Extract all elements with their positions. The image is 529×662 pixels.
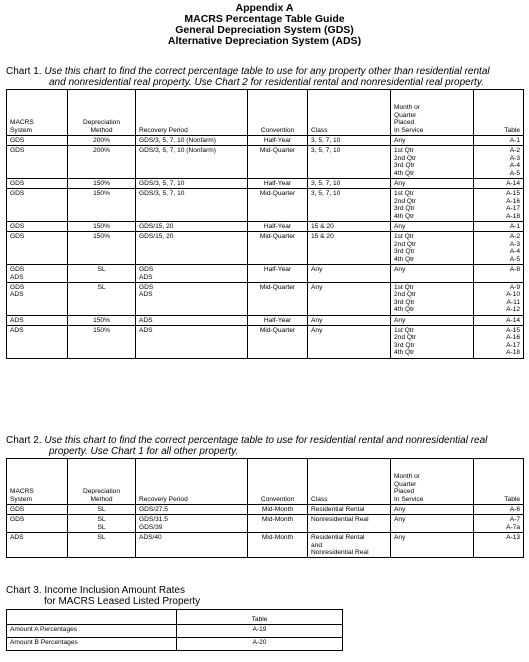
cell-system: GDS [7,189,68,222]
cell-system: GDS [7,515,68,533]
table-row [7,515,524,533]
cell-convention: Mid-Month [248,515,308,533]
cell-month: Any [391,315,474,325]
cell-class: Nonresidential Real [308,515,391,533]
chart3-row-label: Amount A Percentages [7,625,177,638]
chart1-number: Chart 1. [6,66,42,77]
cell-class: Any [308,265,391,283]
cell-table: A-9 A-10 A-11 A-12 [474,282,524,315]
cell-table: A-15 A-16 A-17 A-18 [474,325,524,358]
chart2-table [6,458,524,558]
cell-system: GDS [7,232,68,265]
title-line-1: Appendix A [235,2,294,14]
cell-system: GDS ADS [7,282,68,315]
cell-method: 150% [68,179,136,189]
cell-table: A-14 [474,179,524,189]
header-system: MACRS System [7,90,68,136]
cell-system: GDS [7,146,68,179]
header-month: Month or Quarter Placed In Service [391,90,474,136]
cell-convention: Half-Year [248,315,308,325]
chart1-desc-line1: Use this chart to find the correct percentage table to use for any property other than residential rental [44,66,490,77]
header-method: Depreciation Method [68,90,136,136]
header-method: Depreciation Method [68,459,136,505]
chart3-heading [6,585,200,607]
cell-table: A-2 A-3 A-4 A-5 [474,146,524,179]
header-system: MACRS System [7,459,68,505]
cell-method: 200% [68,136,136,146]
cell-month: 1st Qtr 2nd Qtr 3rd Qtr 4th Qtr [391,189,474,222]
cell-period: GDS/3, 5, 7, 10 (Nonfarm) [136,136,248,146]
cell-class: 15 & 20 [308,232,391,265]
chart3-header-row [7,610,343,625]
header-table: Table [474,459,524,505]
cell-convention: Mid-Quarter [248,189,308,222]
cell-convention: Mid-Quarter [248,325,308,358]
cell-table: A-6 [474,505,524,515]
cell-month: 1st Qtr 2nd Qtr 3rd Qtr 4th Qtr [391,282,474,315]
cell-table: A-8 [474,265,524,283]
cell-period: GDS/3, 5, 7, 10 (Nonfarm) [136,146,248,179]
cell-system: GDS [7,136,68,146]
cell-period: GDS ADS [136,282,248,315]
cell-convention: Mid-Quarter [248,146,308,179]
cell-period: ADS [136,315,248,325]
header-convention: Convention [248,459,308,505]
cell-period: GDS/3, 5, 7, 10 [136,189,248,222]
table-row [7,325,524,358]
cell-period: GDS/15, 20 [136,232,248,265]
cell-method: 150% [68,232,136,265]
cell-period: GDS/15, 20 [136,222,248,232]
cell-month: Any [391,136,474,146]
table-row [7,315,524,325]
table-row [7,282,524,315]
cell-convention: Mid-Quarter [248,282,308,315]
chart3-row-label: Amount B Percentages [7,638,177,651]
chart3-title-line2: for MACRS Leased Listed Property [44,596,201,607]
table-row [7,625,343,638]
table-row [7,146,524,179]
title-line-2: MACRS Percentage Table Guide [184,13,345,25]
cell-system: GDS [7,222,68,232]
cell-class: Any [308,325,391,358]
cell-convention: Mid-Quarter [248,232,308,265]
header-month: Month or Quarter Placed In Service [391,459,474,505]
cell-month: Any [391,222,474,232]
cell-class: Any [308,282,391,315]
header-class: Class [308,90,391,136]
cell-convention: Half-Year [248,179,308,189]
cell-class: 3, 5, 7, 10 [308,146,391,179]
chart3-row-table: A-20 [177,638,343,651]
header-period: Recovery Period [136,459,248,505]
chart3-title-line1: Chart 3. Income Inclusion Amount Rates [6,585,185,596]
cell-convention: Half-Year [248,222,308,232]
cell-method: SL SL [68,515,136,533]
cell-method: SL [68,533,136,558]
cell-class: 3, 5, 7, 10 [308,189,391,222]
cell-system: ADS [7,315,68,325]
cell-system: ADS [7,533,68,558]
cell-convention: Half-Year [248,265,308,283]
chart3-row-table: A-19 [177,625,343,638]
cell-table: A-1 [474,136,524,146]
cell-period: GDS/3, 5, 7, 10 [136,179,248,189]
cell-table: A-1 [474,222,524,232]
cell-class: 3, 5, 7, 10 [308,136,391,146]
chart3-table [6,609,343,651]
cell-month: Any [391,505,474,515]
chart1-desc-line2: and nonresidential real property. Use Chart 2 for residential rental and nonresidential real property. [49,77,484,88]
cell-period: GDS ADS [136,265,248,283]
header-convention: Convention [248,90,308,136]
cell-month: 1st Qtr 2nd Qtr 3rd Qtr 4th Qtr [391,325,474,358]
table-row [7,179,524,189]
cell-month: 1st Qtr 2nd Qtr 3rd Qtr 4th Qtr [391,146,474,179]
cell-table: A-7 A-7a [474,515,524,533]
header-class: Class [308,459,391,505]
cell-month: Any [391,515,474,533]
cell-convention: Mid-Month [248,533,308,558]
chart2-desc-line1: Use this chart to find the correct percentage table to use for residential rental and nonresidential real [44,435,488,446]
cell-system: ADS [7,325,68,358]
chart2-heading [6,435,487,457]
cell-class: 3, 5, 7, 10 [308,179,391,189]
chart3-header-blank [7,610,177,625]
table-row [7,265,524,283]
cell-table: A-13 [474,533,524,558]
table-row [7,533,524,558]
chart1-table [6,89,524,359]
cell-period: GDS/27.5 [136,505,248,515]
cell-class: 15 & 20 [308,222,391,232]
appendix-titles [0,3,529,47]
table-row [7,136,524,146]
cell-method: SL [68,282,136,315]
cell-period: ADS [136,325,248,358]
header-period: Recovery Period [136,90,248,136]
cell-period: GDS/31.5 GDS/39 [136,515,248,533]
cell-month: Any [391,179,474,189]
cell-convention: Half-Year [248,136,308,146]
header-table: Table [474,90,524,136]
table-row [7,189,524,222]
title-line-4: Alternative Depreciation System (ADS) [167,35,362,47]
cell-table: A-15 A-16 A-17 A-18 [474,189,524,222]
title-line-3: General Depreciation System (GDS) [175,24,354,36]
cell-method: 150% [68,222,136,232]
cell-class: Residential Rental and Nonresidential Real [308,533,391,558]
cell-method: 150% [68,315,136,325]
cell-method: 150% [68,189,136,222]
cell-method: SL [68,505,136,515]
table-row [7,222,524,232]
cell-table: A-2 A-3 A-4 A-5 [474,232,524,265]
cell-method: 150% [68,325,136,358]
table-row [7,638,343,651]
cell-method: SL [68,265,136,283]
cell-table: A-14 [474,315,524,325]
cell-convention: Mid-Month [248,505,308,515]
chart1-header-row [7,90,524,136]
cell-system: GDS [7,505,68,515]
chart2-number: Chart 2. [6,435,42,446]
chart2-desc-line2: property. Use Chart 1 for all other property. [49,446,239,457]
cell-month: Any [391,533,474,558]
cell-month: 1st Qtr 2nd Qtr 3rd Qtr 4th Qtr [391,232,474,265]
cell-class: Any [308,315,391,325]
chart2-header-row [7,459,524,505]
table-row [7,232,524,265]
chart3-header-table: Table [177,610,343,625]
cell-system: GDS [7,179,68,189]
chart1-heading [6,66,490,88]
cell-month: Any [391,265,474,283]
cell-period: ADS/40 [136,533,248,558]
cell-method: 200% [68,146,136,179]
cell-class: Residential Rental [308,505,391,515]
table-row [7,505,524,515]
cell-system: GDS ADS [7,265,68,283]
